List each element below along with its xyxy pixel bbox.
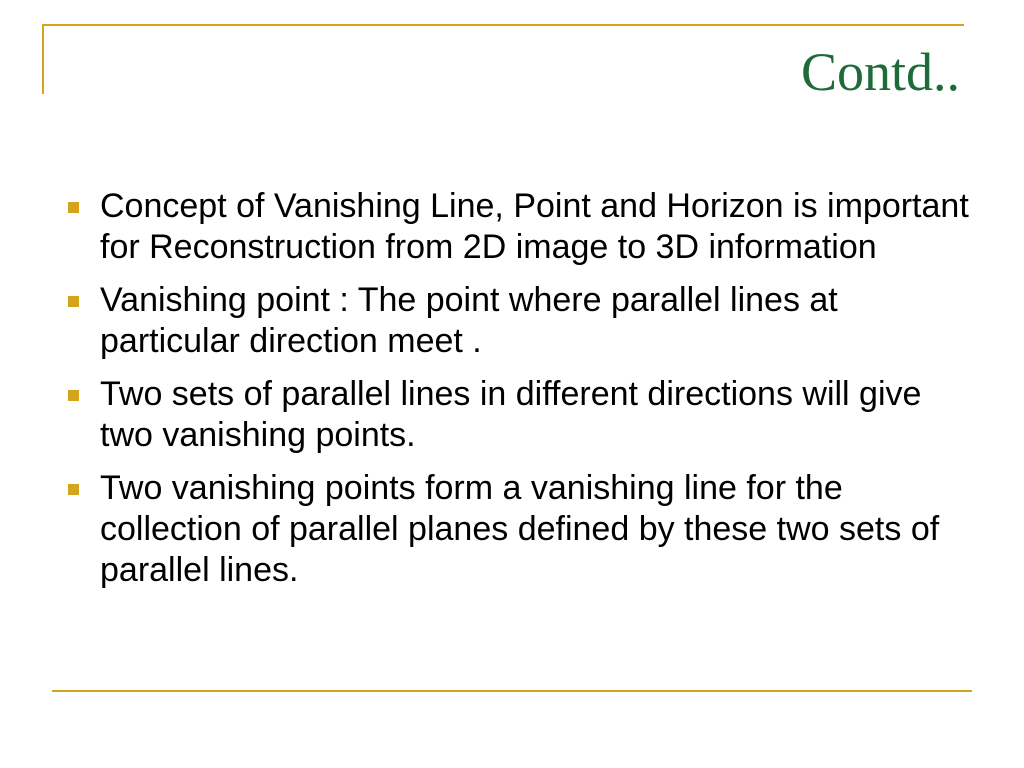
square-bullet-icon (68, 390, 79, 401)
frame-top-rule (42, 24, 964, 26)
bullet-item (62, 186, 972, 268)
bullet-text: Two vanishing points form a vanishing line for the collection of parallel planes defined by these two sets of parallel lines. (100, 469, 940, 589)
bullet-item (62, 468, 972, 591)
frame-left-rule (42, 24, 44, 94)
bottom-rule (52, 690, 972, 692)
bullet-item (62, 280, 972, 362)
square-bullet-icon (68, 484, 79, 495)
square-bullet-icon (68, 296, 79, 307)
slide-title: Contd.. (800, 42, 960, 102)
square-bullet-icon (68, 202, 79, 213)
bullet-list (62, 186, 972, 603)
bullet-item (62, 374, 972, 456)
bullet-text: Concept of Vanishing Line, Point and Horizon is important for Reconstruction from 2D image to 3D information (100, 187, 969, 266)
bullet-text: Vanishing point : The point where parallel lines at particular direction meet . (100, 281, 838, 360)
bullet-text: Two sets of parallel lines in different directions will give two vanishing points. (100, 375, 922, 454)
